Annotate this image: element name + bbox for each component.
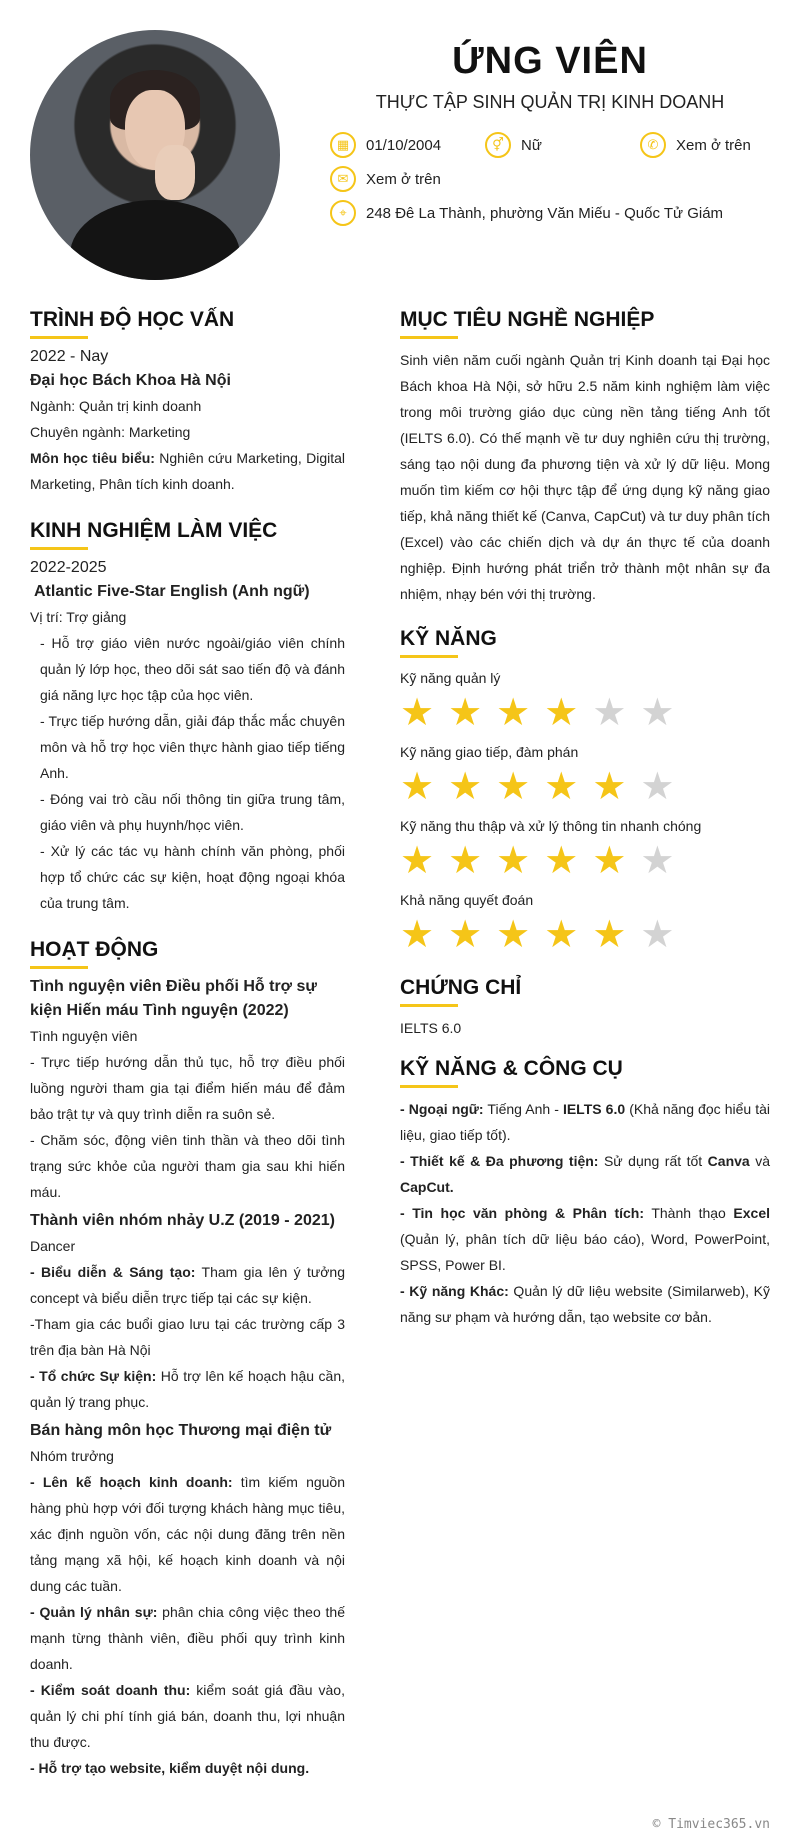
experience-duty: - Trực tiếp hướng dẫn, giải đáp thắc mắc chuyên môn và hỗ trợ học viên thực hành giao tiếp tiếng Anh. [40,713,345,781]
activity-detail: -Tham gia các buổi giao lưu tại các trường cấp 3 trên địa bàn Hà Nội [30,1316,345,1358]
tool-label: - Thiết kế & Đa phương tiện: [400,1153,599,1169]
star-icon: ★ [400,912,435,956]
footer-watermark: © Timviec365.vn [652,1817,770,1832]
activity-detail-label: - Biểu diễn & Sáng tạo: [30,1264,196,1280]
skills-title: KỸ NĂNG [400,627,770,658]
activities-title: HOẠT ĐỘNG [30,938,345,969]
tools-title: KỸ NĂNG & CÔNG CỤ [400,1057,770,1088]
phone-item [640,132,751,158]
calendar-icon: ▦ [330,132,356,158]
education-subjects [30,445,345,497]
job-title: THỰC TẬP SINH QUẢN TRỊ KINH DOANH [375,92,725,112]
tool-highlight: IELTS 6.0 [562,1101,626,1117]
skill-row [400,892,770,954]
candidate-name: ỨNG VIÊN [452,40,648,82]
address-item [330,200,723,226]
activity-detail-text: phân chia công việc theo thế mạnh từng thành viên, điều phối quy trình kinh doanh. [30,1604,345,1672]
subjects-text: Nghiên cứu Marketing, Digital Marketing, Phân tích kinh doanh. [30,450,346,492]
star-icon: ★ [448,764,483,808]
gender-icon: ⚥ [485,132,511,158]
star-icon: ★ [400,838,435,882]
star-icon: ★ [448,838,483,882]
activity-role: Tình nguyện viên [30,1028,138,1044]
skill-name: Kỹ năng giao tiếp, đàm phán [400,744,579,760]
activity-detail-text: kiểm soát giá đầu vào, quản lý chi phí tính giá bán, doanh thu, lợi nhuận thu được. [30,1682,345,1750]
star-icon: ★ [544,838,579,882]
phone-value: Xem ở trên [676,136,751,154]
activity-role: Nhóm trưởng [30,1448,114,1464]
star-icon: ★ [640,690,675,734]
activity-detail-label: - Tổ chức Sự kiện: [30,1368,157,1384]
skill-rating [400,692,770,732]
avatar-body [70,200,240,280]
avatar [30,30,280,280]
experience-duty: - Hỗ trợ giáo viên nước ngoài/giáo viên chính quản lý lớp học, theo dõi sát sao tiến độ và đánh giá năng lực học tập của học viên. [40,635,345,703]
email-item [330,166,441,192]
certificate-item: IELTS 6.0 [400,1020,462,1036]
activity-detail [30,1677,345,1755]
skill-row [400,670,770,732]
skill-row [400,818,770,880]
star-icon: ★ [544,690,579,734]
star-icon: ★ [592,912,627,956]
education-specialization: Chuyên ngành: Marketing [30,424,191,440]
skill-name: Kỹ năng quản lý [400,670,501,686]
tool-text: và [749,1153,770,1169]
activity-detail [30,1259,345,1311]
activity-detail-text: Tham gia lên ý tưởng concept và biểu diễn trực tiếp tại các sự kiện. [30,1264,345,1306]
tool-highlight: Excel [733,1205,770,1221]
dob-value: 01/10/2004 [366,136,442,154]
star-icon: ★ [544,912,579,956]
activity-detail [30,1599,345,1677]
activity-detail-text: tìm kiếm nguồn hàng phù hợp với đối tượng khách hàng mục tiêu, xác định nguồn vốn, các nội dung đăng trên nền tảng mạng xã hội, kế hoạch kinh doanh và nội dung các tuần. [30,1474,346,1594]
avatar-hand [155,145,195,200]
tool-highlight: Canva [707,1153,750,1169]
activity-detail [30,1469,345,1599]
dob-item [330,132,441,158]
left-column [30,290,345,1781]
tool-item [400,1096,770,1148]
star-icon: ★ [496,690,531,734]
star-icon: ★ [592,690,627,734]
email-value: Xem ở trên [366,170,441,188]
star-icon: ★ [448,912,483,956]
star-icon: ★ [544,764,579,808]
subjects-label: Môn học tiêu biểu: [30,450,155,466]
skill-name: Khả năng quyết đoán [400,892,534,908]
star-icon: ★ [592,838,627,882]
email-icon: ✉ [330,166,356,192]
tool-label: - Kỹ năng Khác: [400,1283,509,1299]
star-icon: ★ [640,912,675,956]
activity-detail-text: Hỗ trợ lên kế hoạch hậu cần, quản lý trang phục. [30,1368,345,1410]
tool-text: Tiếng Anh - [483,1101,563,1117]
activity-detail [30,1363,345,1415]
star-icon: ★ [400,764,435,808]
tool-text: Sử dụng rất tốt [598,1153,708,1169]
experience-title: KINH NGHIỆM LÀM VIỆC [30,519,345,550]
tool-text: (Quản lý, phân tích dữ liệu báo cáo), Word, PowerPoint, SPSS, Power BI. [400,1231,770,1273]
education-period: 2022 - Nay [30,348,109,365]
education-major: Ngành: Quản trị kinh doanh [30,398,202,414]
skill-rating [400,766,770,806]
star-icon: ★ [496,764,531,808]
right-column [400,290,770,1330]
star-icon: ★ [592,764,627,808]
tool-item [400,1148,770,1200]
activity-detail: - Chăm sóc, động viên tinh thần và theo dõi tình trạng sức khỏe của người tham gia sau khi hiến máu. [30,1132,345,1200]
tool-item [400,1278,770,1330]
experience-position: Vị trí: Trợ giảng [30,609,127,625]
education-title: TRÌNH ĐỘ HỌC VẤN [30,308,345,339]
skill-row [400,744,770,806]
objective-text: Sinh viên năm cuối ngành Quản trị Kinh doanh tại Đại học Bách khoa Hà Nội, sở hữu 2.5 năm kinh nghiệm làm việc trong môi trường giáo dục cùng nền tảng tiếng Anh tốt (IELTS 6.0). Có thế mạnh về tư duy nghiên cứu thị trường, sáng tạo nội dung đa phương tiện và xử lý dữ liệu. Mong muốn tìm kiếm cơ hội thực tập để ứng dụng kỹ năng giao tiếp, khả năng thiết kế (Canva, CapCut) và tư duy phân tích (Excel) vào các chiến dịch và dự án thực tế của doanh nghiệp. Định hướng phát triển trở thành một nhân sự đa nhiệm, nhạy bén với thị trường. [400,352,770,602]
activity-detail-label: - Lên kế hoạch kinh doanh: [30,1474,233,1490]
star-icon: ★ [496,912,531,956]
gender-value: Nữ [521,136,542,154]
address-value: 248 Đê La Thành, phường Văn Miếu - Quốc Tử Giám [366,204,724,222]
objective-title: MỤC TIÊU NGHỀ NGHIỆP [400,308,770,339]
activity-detail: - Trực tiếp hướng dẫn thủ tục, hỗ trợ điều phối luồng người tham gia tại điểm hiến máu để đảm bảo trật tự và quy trình diễn ra suôn sẻ. [30,1054,345,1122]
tool-item [400,1200,770,1278]
school-name: Đại học Bách Khoa Hà Nội [30,372,231,389]
experience-period: 2022-2025 [30,559,107,576]
activity-role: Dancer [30,1238,76,1254]
skill-rating [400,914,770,954]
certificates-title: CHỨNG CHỈ [400,976,770,1007]
activity-title: Tình nguyện viên Điều phối Hỗ trợ sự kiện Hiến máu Tình nguyện (2022) [30,978,317,1019]
tool-label: - Ngoại ngữ: [400,1101,484,1117]
activity-detail: - Hỗ trợ tạo website, kiểm duyệt nội dung. [30,1760,310,1776]
skill-rating [400,840,770,880]
experience-duty: - Đóng vai trò cầu nối thông tin giữa trung tâm, giáo viên và phụ huynh/học viên. [40,791,345,833]
star-icon: ★ [640,838,675,882]
star-icon: ★ [448,690,483,734]
star-icon: ★ [640,764,675,808]
skill-name: Kỹ năng thu thập và xử lý thông tin nhanh chóng [400,818,702,834]
activity-detail-label: - Quản lý nhân sự: [30,1604,158,1620]
skills-list [400,670,770,954]
tool-label: - Tin học văn phòng & Phân tích: [400,1205,645,1221]
tool-highlight: CapCut. [400,1179,454,1195]
location-icon: ⌖ [330,200,356,226]
star-icon: ★ [496,838,531,882]
experience-duty: - Xử lý các tác vụ hành chính văn phòng, phối hợp tổ chức các sự kiện, hoạt động ngoại khóa của trung tâm. [40,843,345,911]
tool-text: (Khả năng đọc hiểu tài liệu, giao tiếp tốt). [400,1101,771,1143]
activity-title: Thành viên nhóm nhảy U.Z (2019 - 2021) [30,1212,335,1229]
phone-icon: ✆ [640,132,666,158]
activity-detail-label: - Kiểm soát doanh thu: [30,1682,191,1698]
tool-text: Quản lý dữ liệu website (Similarweb), Kỹ năng sư phạm và hướng dẫn, tạo website cơ bản. [400,1283,770,1325]
star-icon: ★ [400,690,435,734]
tool-text: Thành thạo [644,1205,734,1221]
gender-item [485,132,542,158]
company-name: Atlantic Five-Star English (Anh ngữ) [34,583,310,600]
cv-header [0,0,800,290]
activity-title: Bán hàng môn học Thương mại điện tử [30,1422,332,1439]
